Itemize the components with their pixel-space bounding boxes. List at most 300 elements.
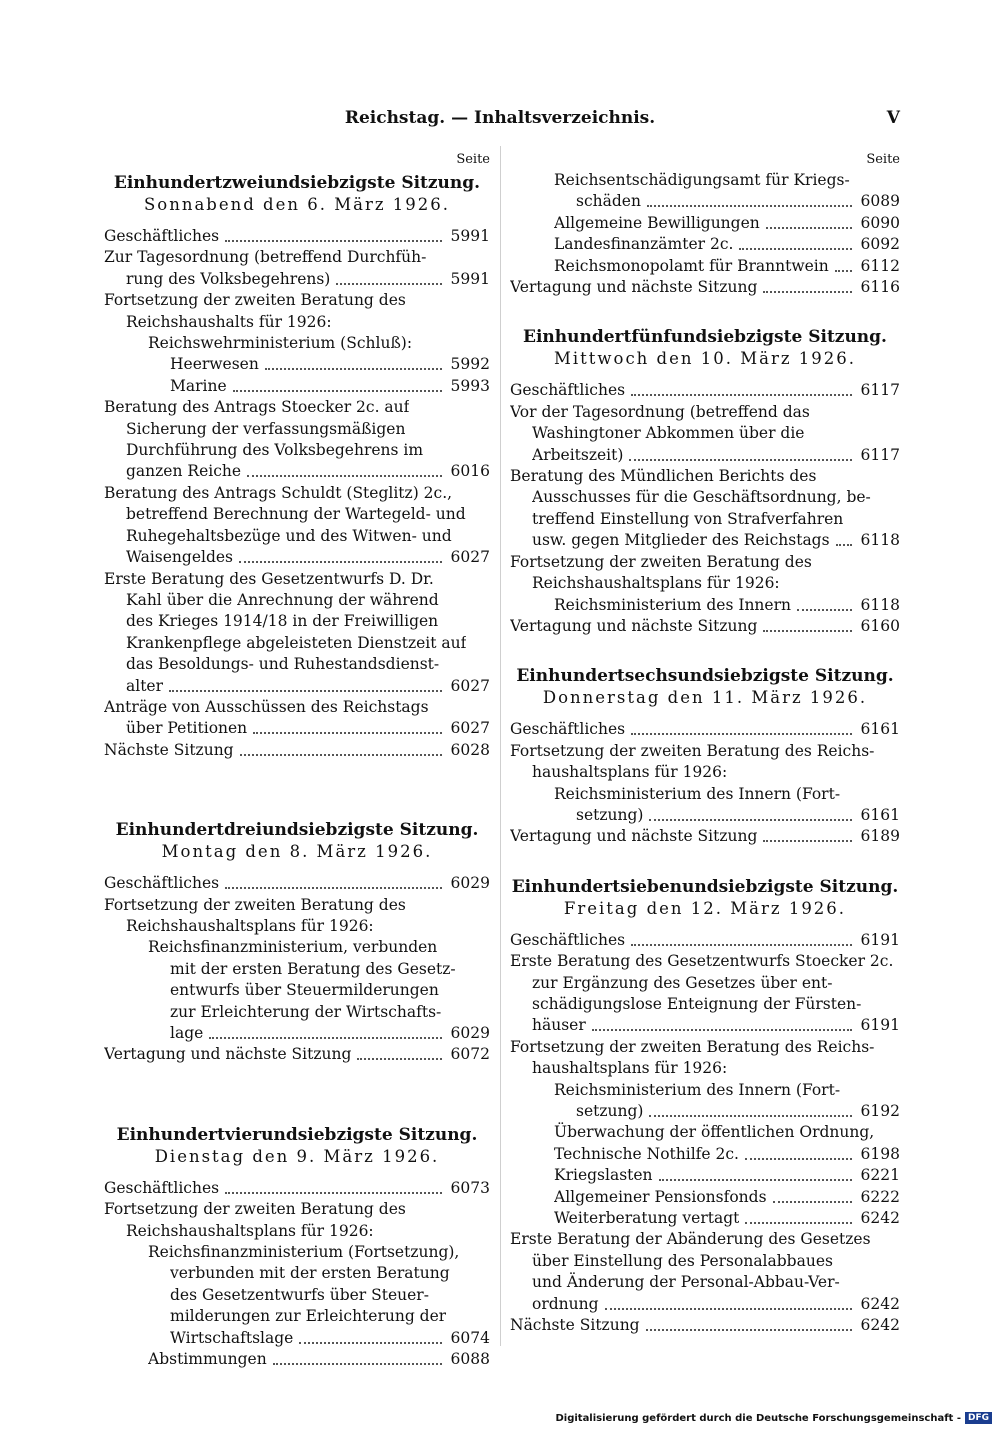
- toc-line: [104, 740, 490, 761]
- toc-text: Reichshaushalts für 1926:: [126, 312, 332, 331]
- toc-line: [104, 376, 490, 397]
- page-ref: 6074: [450, 1328, 490, 1347]
- toc-line: [510, 277, 900, 298]
- column-divider: [500, 146, 501, 1346]
- toc-entry: [104, 697, 490, 740]
- page-ref: 6161: [860, 720, 900, 739]
- session-title: Einhundertsiebenundsiebzigste Sitzung.: [511, 876, 899, 897]
- dot-leader: [629, 445, 852, 461]
- page-ref: 6090: [860, 213, 900, 232]
- toc-line: [104, 526, 490, 547]
- toc-line: [104, 269, 490, 290]
- page-number: V: [886, 108, 900, 128]
- toc-line: [510, 930, 900, 951]
- toc-text: mit der ersten Beratung des Gesetz-: [170, 959, 456, 978]
- toc-entry: [510, 1080, 900, 1123]
- dot-leader: [773, 1187, 852, 1203]
- toc-text: Kahl über die Anrechnung der während: [126, 590, 439, 609]
- toc-line: [104, 633, 490, 654]
- toc-line: [104, 697, 490, 718]
- toc-text: Reichswehrministerium (Schluß):: [148, 334, 413, 353]
- toc-text: Allgemeine Bewilligungen: [554, 213, 760, 232]
- page-ref: 6089: [860, 192, 900, 211]
- toc-text: Geschäftliches: [104, 227, 220, 245]
- page-ref: 6221: [860, 1166, 900, 1185]
- toc-entry: [104, 740, 490, 761]
- toc-line: [510, 1122, 900, 1143]
- toc-line: [510, 530, 900, 551]
- toc-text: Reichsmonopolamt für Branntwein: [554, 256, 829, 275]
- toc-text: Vor der Tagesordnung (betreffend das: [510, 402, 810, 421]
- toc-text: verbunden mit der ersten Beratung: [170, 1264, 450, 1283]
- toc-line: [510, 487, 900, 508]
- dot-leader: [836, 530, 852, 546]
- toc-text: betreffend Berechnung der Wartegeld- und: [126, 505, 466, 524]
- toc-text: Geschäftliches: [104, 1178, 220, 1197]
- toc-text: Fortsetzung der zweiten Beratung des: [104, 1200, 406, 1219]
- toc-line: [510, 1315, 900, 1336]
- dot-leader: [646, 1315, 852, 1331]
- dot-leader: [265, 354, 442, 370]
- toc-line: [510, 509, 900, 530]
- toc-entry: [104, 290, 490, 333]
- dot-leader: [336, 269, 442, 285]
- toc-text: Überwachung der öffentlichen Ordnung,: [554, 1123, 875, 1142]
- toc-text: Reichsfinanzministerium (Fortsetzung),: [148, 1243, 460, 1262]
- toc-line: [104, 1285, 490, 1306]
- toc-line: [104, 569, 490, 590]
- toc-text: Reichsfinanzministerium, verbunden: [148, 938, 438, 957]
- dot-leader: [797, 595, 852, 611]
- page-ref: 6160: [860, 616, 900, 635]
- dot-leader: [209, 1023, 442, 1039]
- toc-line: [104, 1242, 490, 1263]
- toc-entry: [104, 1199, 490, 1242]
- toc-text: entwurfs über Steuermilderungen: [170, 981, 439, 1000]
- dot-leader: [763, 616, 852, 632]
- toc-line: [104, 959, 490, 980]
- toc-line: [510, 256, 900, 277]
- dot-leader: [659, 1165, 852, 1181]
- dot-leader: [631, 380, 852, 396]
- toc-text: schädigungslose Enteignung der Fürsten-: [532, 994, 862, 1013]
- dot-leader: [225, 873, 442, 889]
- toc-line: [104, 1263, 490, 1284]
- toc-entry: [104, 569, 490, 697]
- toc-text: Abstimmungen: [148, 1350, 267, 1369]
- toc-text: Geschäftliches: [510, 720, 626, 739]
- toc-line: [510, 719, 900, 740]
- toc-text: Erste Beratung des Gesetzentwurfs Stoecker 2c.: [510, 952, 894, 971]
- dot-leader: [225, 226, 442, 242]
- dot-leader: [631, 719, 852, 735]
- page-ref: 6029: [450, 874, 490, 893]
- toc-text: milderungen zur Erleichterung der: [170, 1307, 447, 1326]
- toc-line: [104, 419, 490, 440]
- page-ref: 5992: [450, 355, 490, 374]
- toc-text: haushaltsplans für 1926:: [532, 1059, 728, 1078]
- dot-leader: [763, 277, 852, 293]
- toc-text: Nächste Sitzung: [510, 1316, 640, 1335]
- page-ref: 6117: [860, 445, 900, 464]
- dot-leader: [745, 1144, 852, 1160]
- toc-text: Arbeitszeit): [532, 445, 624, 464]
- dot-leader: [605, 1294, 852, 1310]
- toc-text: Geschäftliches: [104, 874, 220, 893]
- toc-entry: [104, 1044, 490, 1065]
- dot-leader: [299, 1328, 442, 1344]
- toc-text: über Einstellung des Personalabbaues: [532, 1251, 833, 1270]
- footer: [555, 1412, 992, 1424]
- toc-text: Waisengeldes: [126, 548, 233, 567]
- toc-line: [104, 1199, 490, 1220]
- toc-entry: [510, 552, 900, 595]
- page-ref: 6118: [860, 595, 900, 614]
- toc-line: [510, 445, 900, 466]
- page-ref: 5993: [450, 376, 490, 395]
- toc-line: [104, 1349, 490, 1370]
- toc-line: [510, 826, 900, 847]
- toc-line: [510, 1037, 900, 1058]
- toc-line: [510, 1058, 900, 1079]
- toc-entry: [510, 951, 900, 1037]
- toc-line: [510, 616, 900, 637]
- toc-entry: [510, 826, 900, 847]
- toc-text: Vertagung und nächste Sitzung: [510, 616, 758, 635]
- toc-entry: [104, 354, 490, 375]
- session-title: Einhundertsechsundsiebzigste Sitzung.: [516, 666, 894, 687]
- toc-text: lage: [170, 1024, 204, 1042]
- page-ref: 6242: [860, 1316, 900, 1335]
- toc-entry: [104, 333, 490, 354]
- dot-leader: [239, 547, 442, 563]
- dot-leader: [763, 826, 852, 842]
- page-ref: 6189: [860, 827, 900, 846]
- toc-entry: [104, 937, 490, 1044]
- toc-line: [510, 552, 900, 573]
- session-gap: [104, 1066, 490, 1122]
- toc-entry: [510, 277, 900, 298]
- toc-text: Wirtschaftslage: [170, 1328, 294, 1347]
- page-header: [100, 108, 900, 128]
- toc-entry: [510, 1229, 900, 1315]
- toc-entry: [510, 1187, 900, 1208]
- toc-text: und Änderung der Personal-Abbau-Ver-: [532, 1273, 840, 1292]
- dot-leader: [631, 930, 852, 946]
- dot-leader: [592, 1015, 852, 1031]
- toc-entry: [510, 1208, 900, 1229]
- session-gap: [104, 761, 490, 817]
- toc-entry: [104, 483, 490, 569]
- page-ref: 6222: [860, 1187, 900, 1206]
- toc-text: Reichshaushaltsplans für 1926:: [126, 1221, 374, 1240]
- toc-text: rung des Volksbegehrens): [126, 269, 331, 288]
- dot-leader: [273, 1349, 442, 1365]
- toc-line: [510, 213, 900, 234]
- dot-leader: [225, 1178, 442, 1194]
- toc-text: Heerwesen: [170, 355, 259, 374]
- toc-entry: [510, 213, 900, 234]
- page-ref: 6191: [860, 1016, 900, 1035]
- toc-entry: [510, 784, 900, 827]
- toc-text: Ausschusses für die Geschäftsordnung, be-: [532, 488, 871, 507]
- toc-text: Beratung des Mündlichen Berichts des: [510, 467, 817, 486]
- toc-entry: [510, 1037, 900, 1080]
- toc-text: Zur Tagesordnung (betreffend Durchfüh-: [104, 248, 427, 267]
- seite-label: Seite: [866, 152, 900, 167]
- toc-text: Beratung des Antrags Schuldt (Steglitz) 2c.,: [104, 483, 453, 502]
- dot-leader: [247, 461, 442, 477]
- toc-entry: [104, 247, 490, 290]
- toc-line: [510, 951, 900, 972]
- toc-line: [510, 466, 900, 487]
- toc-entry: [104, 873, 490, 894]
- session-gap: [510, 848, 900, 874]
- page-ref: 6118: [860, 531, 900, 550]
- page-ref: 6073: [450, 1178, 490, 1197]
- footer-text: Digitalisierung gefördert durch die Deutsche Forschungsgemeinschaft -: [555, 1412, 961, 1424]
- dot-leader: [745, 1208, 852, 1224]
- page-ref: 5991: [450, 227, 490, 245]
- toc-line: [104, 461, 490, 482]
- toc-text: haushaltsplans für 1926:: [532, 763, 728, 782]
- toc-line: [104, 547, 490, 568]
- toc-line: [104, 590, 490, 611]
- toc-line: [510, 1101, 900, 1122]
- toc-line: [104, 1328, 490, 1349]
- session-title: Einhundertzweiundsiebzigste Sitzung.: [113, 173, 481, 193]
- session-gap: [510, 637, 900, 663]
- session-date: Dienstag den 9. März 1926.: [154, 1146, 440, 1166]
- toc-text: Vertagung und nächste Sitzung: [510, 278, 758, 297]
- toc-line: [510, 1144, 900, 1165]
- toc-line: [510, 1251, 900, 1272]
- toc-line: [104, 354, 490, 375]
- toc-line: [104, 937, 490, 958]
- dot-leader: [647, 191, 852, 207]
- toc-line: [510, 1294, 900, 1315]
- page-ref: 6191: [860, 930, 900, 949]
- toc-text: Durchführung des Volksbegehrens im: [126, 441, 424, 460]
- page-ref: 6016: [450, 462, 490, 481]
- toc-text: Landesfinanzämter 2c.: [554, 235, 734, 254]
- toc-line: [510, 1015, 900, 1036]
- toc-line: [104, 333, 490, 354]
- toc-text: Technische Nothilfe 2c.: [554, 1144, 739, 1163]
- toc-entry: [510, 380, 900, 401]
- running-title: Reichstag. — Inhaltsverzeichnis.: [344, 108, 656, 128]
- toc-text: Reichsministerium des Innern: [554, 595, 791, 614]
- dot-leader: [240, 740, 442, 756]
- session-title: Einhundertfünfundsiebzigste Sitzung.: [523, 327, 887, 348]
- toc-text: Marine: [170, 376, 227, 395]
- toc-line: [104, 483, 490, 504]
- page-ref: 6072: [450, 1045, 490, 1064]
- toc-text: Geschäftliches: [510, 381, 626, 400]
- toc-line: [510, 973, 900, 994]
- page-ref: 6161: [860, 805, 900, 824]
- toc-line: [104, 676, 490, 697]
- toc-text: Geschäftliches: [510, 930, 626, 949]
- right-column: [510, 150, 900, 1336]
- toc-entry: [104, 1242, 490, 1349]
- dot-leader: [233, 376, 442, 392]
- toc-line: [510, 595, 900, 616]
- toc-line: [104, 718, 490, 739]
- page-ref: 6112: [860, 256, 900, 275]
- page-ref: 6027: [450, 719, 490, 738]
- toc-entry: [104, 895, 490, 938]
- toc-line: [104, 1002, 490, 1023]
- toc-text: Vertagung und nächste Sitzung: [510, 827, 758, 846]
- toc-entry: [104, 1178, 490, 1199]
- toc-text: häuser: [532, 1016, 586, 1035]
- toc-line: [104, 654, 490, 675]
- dot-leader: [766, 213, 852, 229]
- toc-line: [104, 440, 490, 461]
- toc-entry: [510, 616, 900, 637]
- toc-line: [510, 1165, 900, 1186]
- toc-entry: [104, 226, 490, 247]
- toc-text: Allgemeiner Pensionsfonds: [554, 1187, 767, 1206]
- page-ref: 6028: [450, 740, 490, 759]
- session-date: Freitag den 12. März 1926.: [563, 898, 847, 918]
- toc-text: Fortsetzung der zweiten Beratung des: [510, 552, 812, 571]
- dot-leader: [169, 676, 442, 692]
- toc-line: [510, 423, 900, 444]
- session-date: Sonnabend den 6. März 1926.: [143, 195, 451, 214]
- toc-entry: [510, 466, 900, 552]
- toc-text: ordnung: [532, 1294, 599, 1313]
- page-ref: 6242: [860, 1209, 900, 1228]
- toc-text: setzung): [576, 1102, 644, 1120]
- toc-line: [510, 805, 900, 826]
- toc-text: schäden: [576, 192, 641, 211]
- toc-line: [510, 573, 900, 594]
- toc-entry: [510, 930, 900, 951]
- toc-line: [104, 980, 490, 1001]
- toc-line: [104, 504, 490, 525]
- toc-line: [510, 402, 900, 423]
- dot-leader: [357, 1044, 442, 1060]
- dfg-logo: DFG: [965, 1412, 992, 1424]
- dot-leader: [649, 1101, 852, 1117]
- toc-line: [510, 1229, 900, 1250]
- toc-text: Sicherung der verfassungsmäßigen: [126, 419, 406, 438]
- session-title: Einhundertvierundsiebzigste Sitzung.: [116, 1124, 478, 1145]
- toc-text: alter: [126, 676, 164, 695]
- toc-text: Reichshaushaltsplans für 1926:: [532, 574, 780, 593]
- toc-line: [104, 1306, 490, 1327]
- toc-text: Ruhegehaltsbezüge und des Witwen- und: [126, 526, 452, 545]
- toc-entry: [510, 741, 900, 784]
- toc-line: [510, 1208, 900, 1229]
- toc-text: das Besoldungs- und Ruhestandsdienst-: [126, 655, 440, 674]
- toc-line: [104, 1178, 490, 1199]
- toc-text: Krankenpflege abgeleisteten Dienstzeit auf: [126, 633, 467, 652]
- toc-entry: [510, 595, 900, 616]
- toc-text: Erste Beratung des Gesetzentwurfs D. Dr.: [104, 569, 434, 588]
- toc-text: treffend Einstellung von Strafverfahren: [532, 509, 844, 528]
- toc-line: [510, 994, 900, 1015]
- dot-leader: [739, 234, 852, 250]
- toc-text: usw. gegen Mitglieder des Reichstags: [532, 531, 830, 550]
- toc-line: [104, 1221, 490, 1242]
- session-gap: [510, 298, 900, 324]
- toc-text: zur Ergänzung des Gesetzes über ent-: [532, 973, 833, 992]
- toc-text: Fortsetzung der zweiten Beratung des: [104, 895, 406, 914]
- toc-entry: [104, 397, 490, 483]
- toc-entry: [510, 170, 900, 213]
- toc-text: Reichsministerium des Innern (Fort-: [554, 784, 841, 803]
- toc-text: Nächste Sitzung: [104, 740, 234, 759]
- toc-text: Vertagung und nächste Sitzung: [104, 1045, 352, 1064]
- toc-line: [510, 234, 900, 255]
- session-title: Einhundertdreiundsiebzigste Sitzung.: [115, 820, 479, 841]
- toc-line: [104, 873, 490, 894]
- toc-line: [104, 290, 490, 311]
- dot-leader: [835, 256, 852, 272]
- toc-text: Fortsetzung der zweiten Beratung des: [104, 291, 406, 310]
- toc-line: [510, 741, 900, 762]
- toc-line: [510, 1080, 900, 1101]
- seite-label: Seite: [456, 152, 490, 167]
- toc-text: Kriegslasten: [554, 1166, 653, 1185]
- toc-entry: [104, 1349, 490, 1370]
- dot-leader: [253, 718, 442, 734]
- toc-line: [510, 784, 900, 805]
- toc-entry: [510, 256, 900, 277]
- toc-entry: [104, 376, 490, 397]
- toc-text: ganzen Reiche: [126, 462, 242, 481]
- toc-text: Beratung des Antrags Stoecker 2c. auf: [104, 398, 410, 417]
- dot-leader: [649, 805, 852, 821]
- page-ref: 6117: [860, 381, 900, 400]
- toc-text: Reichsministerium des Innern (Fort-: [554, 1080, 841, 1099]
- page-ref: 6029: [450, 1024, 490, 1042]
- toc-entry: [510, 1122, 900, 1165]
- toc-entry: [510, 1165, 900, 1186]
- toc-line: [104, 895, 490, 916]
- session-date: Mittwoch den 10. März 1926.: [553, 349, 857, 369]
- toc-line: [104, 397, 490, 418]
- toc-line: [104, 1023, 490, 1044]
- toc-line: [104, 312, 490, 333]
- page-ref: 6242: [860, 1294, 900, 1313]
- page-ref: 6027: [450, 548, 490, 567]
- toc-text: Erste Beratung der Abänderung des Gesetzes: [510, 1230, 871, 1249]
- left-column: [104, 150, 490, 1370]
- toc-line: [104, 247, 490, 268]
- toc-text: Fortsetzung der zweiten Beratung des Reichs-: [510, 1037, 875, 1056]
- page-ref: 6088: [450, 1350, 490, 1369]
- toc-text: Anträge von Ausschüssen des Reichstags: [104, 697, 429, 716]
- toc-entry: [510, 1315, 900, 1336]
- toc-line: [510, 380, 900, 401]
- toc-entry: [510, 402, 900, 466]
- toc-line: [510, 1187, 900, 1208]
- toc-text: Washingtoner Abkommen über die: [532, 424, 805, 443]
- session-date: Montag den 8. März 1926.: [161, 842, 433, 862]
- toc-line: [510, 1272, 900, 1293]
- toc-text: des Gesetzentwurfs über Steuer-: [170, 1285, 429, 1304]
- page-ref: 5991: [450, 269, 490, 288]
- toc-text: Reichshaushaltsplans für 1926:: [126, 916, 374, 935]
- toc-line: [104, 916, 490, 937]
- page-ref: 6198: [860, 1144, 900, 1163]
- toc-text: Fortsetzung der zweiten Beratung des Reichs-: [510, 741, 875, 760]
- toc-text: zur Erleichterung der Wirtschafts-: [170, 1002, 442, 1021]
